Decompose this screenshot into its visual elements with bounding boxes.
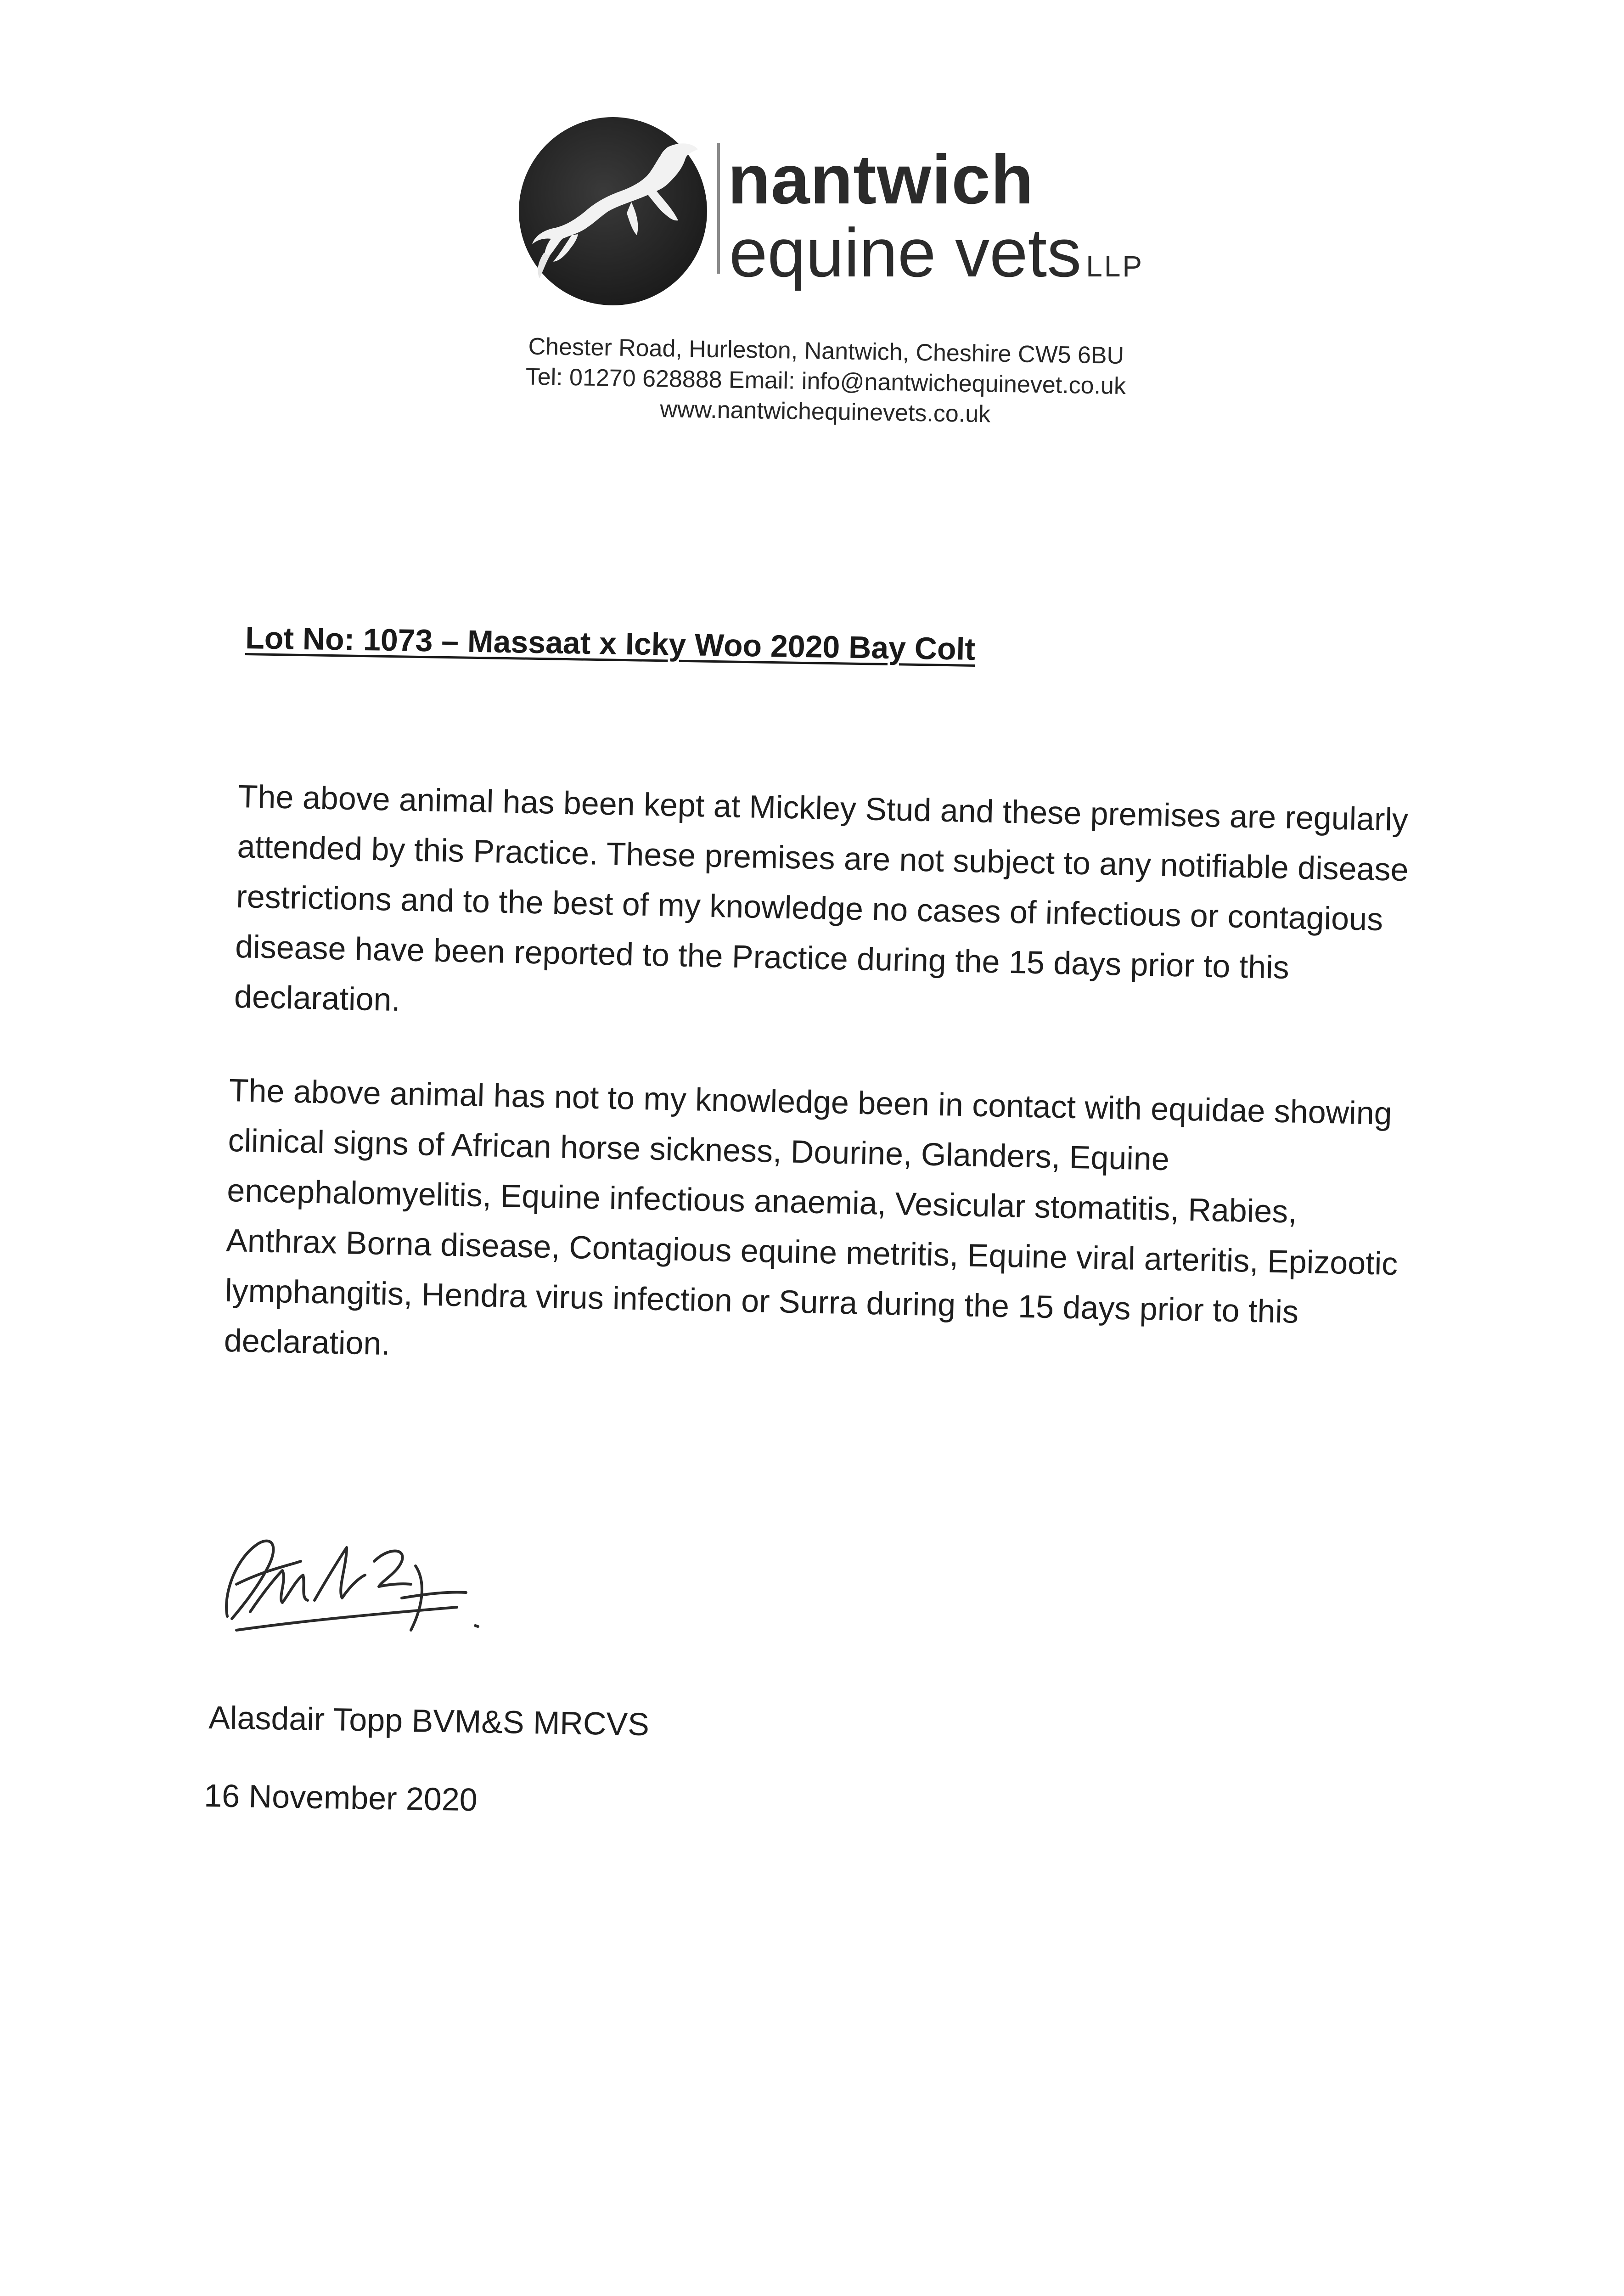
- company-logo: [517, 115, 1205, 308]
- address-line: Chester Road, Hurleston, Nantwich, Cheshire CW5 6BU: [528, 333, 1124, 369]
- brand-suffix: LLP: [1086, 250, 1144, 283]
- logo-divider: [717, 143, 720, 274]
- website-line: www.nantwichequinevets.co.uk: [660, 396, 991, 428]
- brand-subtitle: [729, 213, 1144, 293]
- signer-name: Alasdair Topp BVM&S MRCVS: [208, 1699, 650, 1743]
- letterhead-address: [481, 331, 1171, 433]
- lot-heading: Lot No: 1073 – Massaat x Icky Woo 2020 Bay Colt: [245, 620, 976, 667]
- horse-jumping-icon: [517, 115, 709, 308]
- contact-line: Tel: 01270 628888 Email: info@nantwichequinevet.co.uk: [525, 363, 1126, 400]
- brand-name: nantwich: [728, 141, 1034, 219]
- handwritten-signature: [209, 1511, 507, 1649]
- body-paragraph-1: The above animal has been kept at Mickley Stud and these premises are regularly attended by this Practice. These premises are not subject to any notifiable disease restrictions and to the best of my knowledge no cases of infectious or contagious disease have been reported to the Practice during the 15 days prior to this declaration.: [234, 778, 1409, 1018]
- body-paragraph-2: The above animal has not to my knowledge been in contact with equidae showing clinical signs of African horse sickness, Dourine, Glanders, Equine encephalomyelitis, Equine infectious anaemia, Vesicular stomatitis, Rabies, Anthrax Borna disease, Contagious equine metritis, Equine viral arteritis, Epizootic lymphangitis, Hendra virus infection or Surra during the 15 days prior to this declaration.: [224, 1072, 1399, 1362]
- brand-subtitle-text: equine vets: [729, 214, 1082, 291]
- letter-date: 16 November 2020: [203, 1777, 478, 1818]
